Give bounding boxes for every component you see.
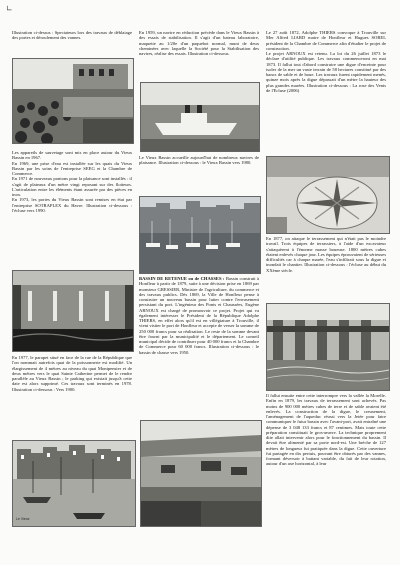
col1-paragraph-bottom: En 1977, le parapet situé en face de la rue de la République que l'on nommait autrefois quai de la poissonnerie est modifié. Un élargissement de 4 mètres au niveau du quai Montpensier et de deux mètres vers le quai Sainte Catherine permet de le rendre parallèle au Vieux Bassin ; le parking qui existait jusqu'à cette date est alors supprimé. Ces travaux sont terminés en 1978. Illustration ci-dessous : Vers 1900. [12, 355, 132, 392]
col3-paragraph-top: Le 27 août 1872, Adolphe THIERS convoque à Trouville sur Mer Alfred LIARD maire de Honfleur et Hugues SOREL président de la Chambre de Commerce afin d'étudier le projet de construction. Le projet ARNOUX est retenu. La loi du 26 juillet 1873 le déclare d'utilité publique. Les travaux commenceront en mai 1873. Il fallut tout d'abord construire une digue d'enceinte pour isoler de la mer un vaste terrain de 58 hectares constitué par des bancs de sable et de boue. Les travaux furent rapidement menés, quinze mois après la digue dépassait d'un mètre la hauteur des plus grandes marées. Illustration ci-dessous : La rose des Vents de l'Ecluse (2006) [266, 30, 386, 93]
col1-paragraph-top: Illustration ci-dessus : Spectateurs lors des travaux de déblaiage des portes et déroulement des vannes. [12, 30, 132, 41]
photo-chasse-basin-1950-image [141, 421, 261, 526]
photo-lock-1990-image [13, 271, 133, 351]
col2-paragraph-middle: Le Vieux Bassin accueille aujourd'hui de nombreux navires de plaisance. Illustration ci-dessous : le Vieux Bassin vers 1980. [139, 155, 259, 166]
photo-old-basin-1980-image [140, 197, 260, 273]
col2-paragraph-top: En 1959, un navire en réduction précède dans le Vieux Bassin à des essais de stabilisation. Il s'agit d'un bateau laboratoire, maquette au 1/20e d'un paquebot normal, muni de deux cheminées avec laquelle la Société pour la Stabilisation des navires, réalise des essais. Illustration ci-dessous. [139, 30, 259, 56]
photo-old-basin-1980 [139, 196, 261, 274]
section-heading-bassin: BASSIN DE RETENUE ou de CHASSES : [139, 276, 225, 281]
col1-paragraph-middle: Les appareils de sauvetage sont mis en place autour du Vieux Bassin en 1967. En 1969, une prise d'eau est installée sur les quais du Vieux Bassin par les soins de l'entreprise SEEG et la Chambre de Commerce. En 1971 de nouveaux pontons pour la plaisance sont installés : il s'agit de plateaux d'un mètre vingt reposant sur des flotteurs. L'articulation entre les éléments étant assurée par des pièces en inox. En 1973, les portes du Vieux Bassin sont remises en état par l'entreprise SOTRAPLEX du Havre. Illustration ci-dessous : l'écluse vers 1990. [12, 150, 132, 213]
col2-paragraph-bassin-body: Bassin construit à Honfleur à partir de 1879, suite à une décision prise en 1869 par monsieur GRESSIER, Ministre de l'agriculture, du commerce et des travaux publics. Dès 1869, la Ville de Honfleur pense à construire un nouveau bassin pour lutter contre l'envasement persistant du port. L'ingénieur des Ponts et Chaussées, Eugène ARNOUX est chargé de promouvoir ce projet. Projet qui va également intéresser le Président de la République Adolphe THIERS, en effet alors qu'il est en villégiature à Trouville, il vient visiter le port de Honfleur et accepte de verser la somme de 250 000 francs pour sa réalisation. Le reste de la somme devant être fourni par la municipalité et le département. Le conseil municipal décide de contribuer pour 40 000 francs et la Chambre de Commerce pour 60 000 francs. Illustration ci-dessous : le bassin de chasse vers 1950. [139, 276, 259, 355]
col3-paragraph-bottom: Il fallut ensuite entre cette interrompre vers la vallée la Morelle. Enfin en 1879, les travaux de terrassement sont achevés. Pas moins de 900 000 mètres cubes de terre et de sable avaient été enlevés. La construction de la digue, le creusement, l'aménagement de l'aqueduc réussi vers la Jetée pour faire communiquer le futur bassin avec l'avant-port, avait entraîné une dépense de 3 048 133 francs et 87 centimes. Mais toute cette préparation constituait le gros-œuvre. La technique proprement dite allait intervenir alors pour le fonctionnement du bassin. Il devait être alimenté par sa porte nord-est. Une bréche de 127 mètres de longueur fut pratiquée dans la digue. Cette ouverture fut partagée en dix pertuis, pouvant être obturés par des vannes, formant déversoir à battant variable, du fait de leur rotation, autour d'un axe horizontal, à leur [266, 393, 386, 467]
photo-model-ship [140, 82, 260, 152]
photo-chasse-basin-1950 [140, 420, 262, 527]
photo-caption-label: Le Vieux [16, 517, 30, 521]
photo-model-ship-image [141, 83, 259, 151]
photo-lock-early-20th-image [267, 304, 389, 390]
photo-wind-rose [266, 156, 390, 234]
photo-wind-rose-image [267, 157, 389, 233]
photo-lock-early-20th [266, 303, 390, 391]
photo-crowd-lock [12, 58, 134, 144]
photo-lock-1990 [12, 270, 134, 352]
col2-paragraph-bassin [139, 276, 259, 418]
col3-paragraph-middle: En 1877, on attaque le terrassement qui n'était pas le moindre travail. Trois équipes de terrassiers, à l'aide d'un excavateur s'attaquèrent à l'énorme masse boueuse. 1800 mètres cubes étaient enlevés chaque jour. Les équipes éprouvaient de sérieuses difficultés car à chaque marée, l'eau s'infiltrait sous la digue et inondait le chantier. Illustration ci-dessous : l'écluse au début du XXème siècle. [266, 236, 386, 273]
photo-harbour-1900 [12, 440, 136, 527]
photo-harbour-1900-image [13, 441, 135, 526]
page-corner-mark: ∟ [6, 4, 13, 13]
photo-crowd-lock-image [13, 59, 133, 143]
